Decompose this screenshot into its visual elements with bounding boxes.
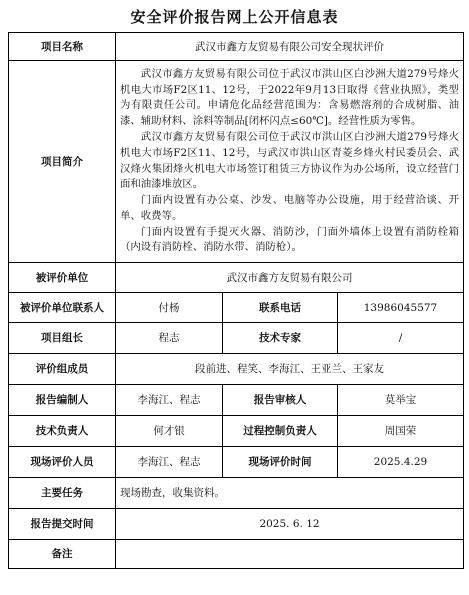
- site-evaluators-label: 现场评价人员: [9, 447, 116, 478]
- submit-time-label: 报告提交时间: [9, 509, 116, 540]
- project-intro-label: 项目简介: [9, 61, 116, 263]
- intro-paragraph: 武汉市鑫方友贸易有限公司位于武汉市洪山区白沙洲大道279号烽火机电大市场F2区11、12号，与武汉市洪山区青菱乡烽火村民委员会、武汉烽火集团烽火机电大市场签订租赁三方协议作为办公场所，设立经营门面和油漆堆放区。: [120, 130, 459, 191]
- contact-label: 被评价单位联系人: [9, 293, 116, 323]
- row-tech-lead: [9, 416, 464, 447]
- contact-value: 付杨: [116, 293, 223, 323]
- row-remarks: [9, 540, 464, 569]
- evaluated-unit-value: 武汉市鑫方友贸易有限公司: [116, 263, 464, 293]
- process-control-value: 周国荣: [338, 416, 464, 447]
- row-main-task: [9, 478, 464, 509]
- site-evaluators-value: 李海江、程志: [116, 447, 223, 478]
- compiler-value: 李海江、程志: [116, 385, 223, 416]
- main-task-value: 现场勘查，收集资料。: [116, 478, 464, 509]
- row-site-evaluators: [9, 447, 464, 478]
- site-time-value: 2025.4.29: [338, 447, 464, 478]
- project-name-value: 武汉市鑫方友贸易有限公司安全现状评价: [116, 33, 464, 61]
- intro-paragraph: 门面内设置有办公桌、沙发、电脑等办公设施，用于经营洽谈、开单、收费等。: [120, 194, 459, 222]
- row-submit-time: [9, 509, 464, 540]
- row-project-name: [9, 33, 464, 61]
- submit-time-value: 2025. 6. 12: [116, 509, 464, 540]
- team-leader-label: 项目组长: [9, 323, 116, 354]
- evaluated-unit-label: 被评价单位: [9, 263, 116, 293]
- info-table: [8, 32, 464, 569]
- row-evaluated-unit: [9, 263, 464, 293]
- row-contact: [9, 293, 464, 323]
- project-intro-value: [116, 61, 464, 263]
- row-compiler: [9, 385, 464, 416]
- tech-expert-value: /: [338, 323, 464, 354]
- reviewer-label: 报告审核人: [223, 385, 338, 416]
- team-leader-value: 程志: [116, 323, 223, 354]
- members-value: 段前进、程笑、李海江、王亚兰、王家友: [116, 354, 464, 385]
- phone-value: 13986045577: [338, 293, 464, 323]
- intro-paragraph: 武汉市鑫方友贸易有限公司位于武汉市洪山区白沙洲大道279号烽火机电大市场F2区11、12号，于2022年9月13日取得《营业执照》，类型为有限责任公司。申请危化品经营范围为：含易燃溶剂的合成树脂、油漆、辅助材料、涂料等制品[闭杯闪点≤60℃]。经营性质为零售。: [120, 67, 459, 128]
- main-task-label: 主要任务: [9, 478, 116, 509]
- phone-label: 联系电话: [223, 293, 338, 323]
- site-time-label: 现场评价时间: [223, 447, 338, 478]
- project-name-label: 项目名称: [9, 33, 116, 61]
- row-project-intro: [9, 61, 464, 263]
- reviewer-value: 莫举宝: [338, 385, 464, 416]
- row-team-leader: [9, 323, 464, 354]
- row-members: [9, 354, 464, 385]
- members-label: 评价组成员: [9, 354, 116, 385]
- tech-lead-value: 何才银: [116, 416, 223, 447]
- process-control-label: 过程控制负责人: [223, 416, 338, 447]
- remarks-label: 备注: [9, 540, 116, 569]
- compiler-label: 报告编制人: [9, 385, 116, 416]
- tech-expert-label: 技术专家: [223, 323, 338, 354]
- document-title: 安全评价报告网上公开信息表: [130, 8, 339, 26]
- tech-lead-label: 技术负责人: [9, 416, 116, 447]
- remarks-value: [116, 540, 464, 569]
- intro-paragraph: 门面内设置有手提灭火器、消防沙，门面外墙体上设置有消防栓箱（内设有消防栓、消防水带、消防枪）。: [120, 225, 459, 254]
